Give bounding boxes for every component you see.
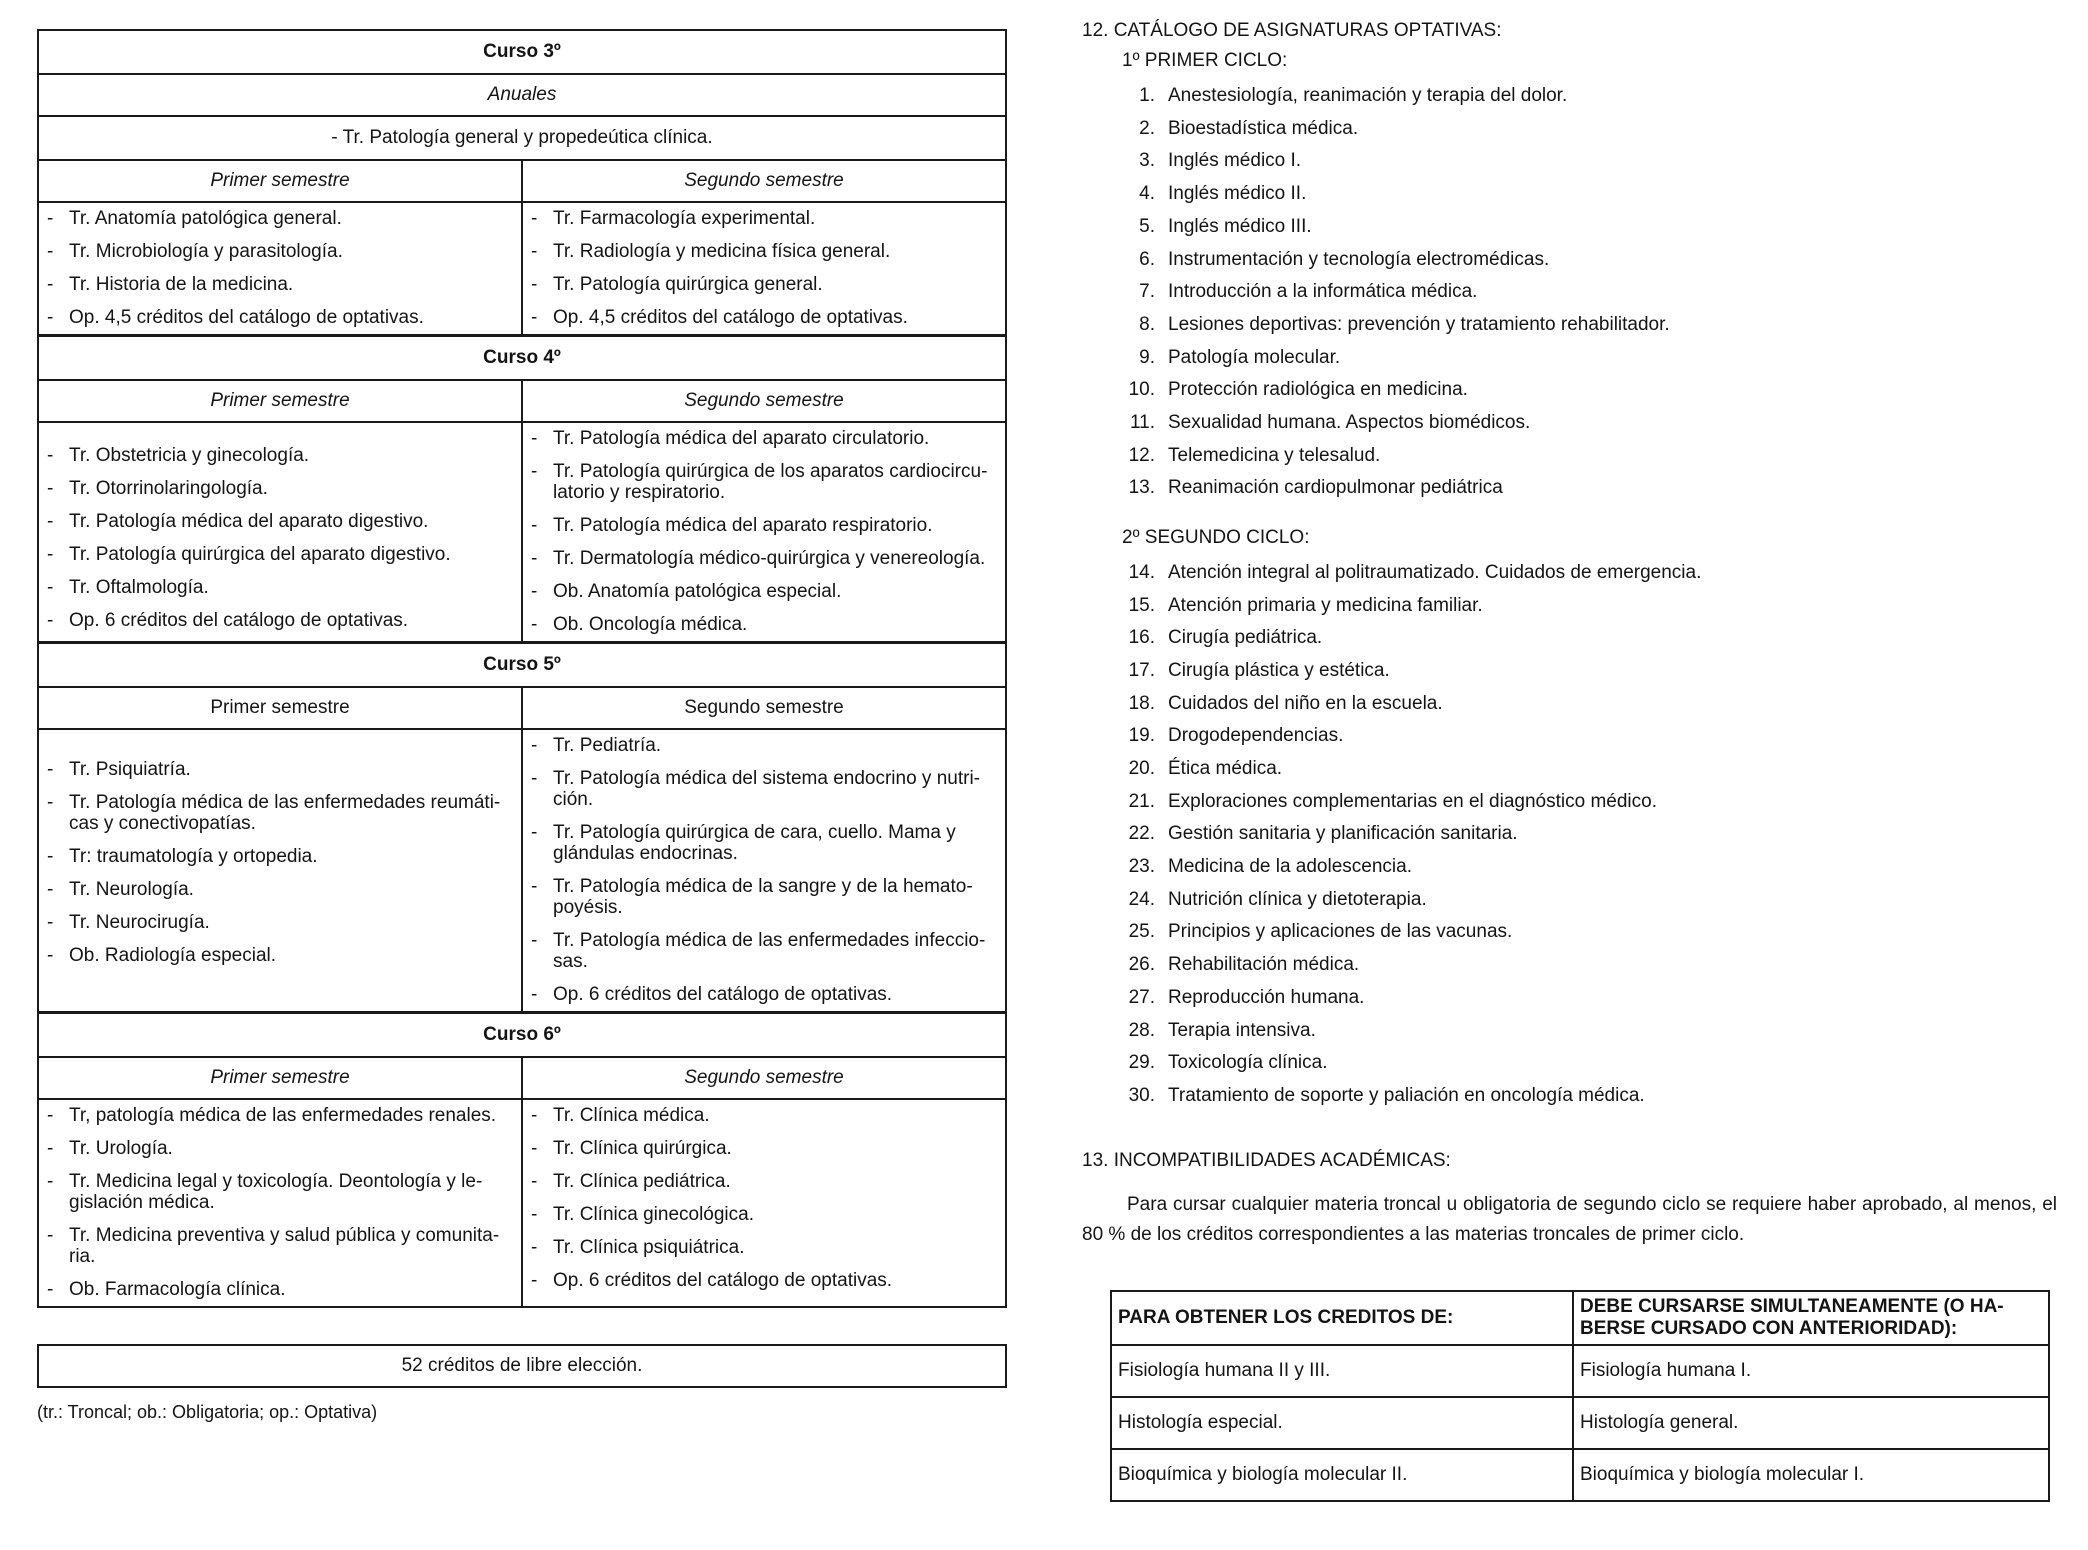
first-cycle-list	[1082, 80, 2057, 505]
optional-course-item: 22. Gestión sanitaria y planificación sanitaria.	[1128, 823, 1518, 845]
subject-item: - Tr. Patología médica del sistema endocrino y nutri-ción.	[531, 768, 999, 810]
optional-course-item: 24. Nutrición clínica y dietoterapia.	[1128, 888, 1427, 910]
incompatibilities-table	[1110, 1290, 2050, 1502]
annual-item: - Tr. Patología general y propedeútica clínica.	[38, 116, 1006, 160]
annual-label: Anuales	[38, 74, 1006, 116]
subject-item: - Tr. Clínica psiquiátrica.	[531, 1237, 999, 1258]
abbreviation-legend: (tr.: Troncal; ob.: Obligatoria; op.: Optativa)	[37, 1402, 378, 1422]
subject-item: - Tr. Radiología y medicina física general.	[531, 241, 999, 262]
subject-item: - Tr. Dermatología médico-quirúrgica y venereología.	[531, 548, 999, 569]
optional-course-item: 20. Ética médica.	[1128, 758, 1283, 780]
subject-item: - Tr. Farmacología experimental.	[531, 208, 999, 229]
free-choice-credits-box: 52 créditos de libre elección.	[37, 1344, 1007, 1388]
optional-course-item: 6. Instrumentación y tecnología electromédicas.	[1139, 248, 1550, 270]
course-4-second-semester	[522, 422, 1006, 643]
course-5-first-semester	[38, 729, 522, 1013]
table-cell: Histología general.	[1573, 1397, 2049, 1449]
subject-item: - Tr. Microbiología y parasitología.	[47, 241, 515, 262]
subject-item: - Tr: traumatología y ortopedia.	[47, 846, 515, 867]
subject-item: - Tr. Patología médica de la sangre y de la hemato-poyésis.	[531, 876, 999, 918]
subject-item: - Tr. Neurología.	[47, 879, 515, 900]
table-row	[1111, 1345, 2049, 1397]
optional-course-item: 4. Inglés médico II.	[1139, 183, 1307, 205]
optional-course-item: 12. Telemedicina y telesalud.	[1128, 444, 1381, 466]
optional-course-item: 18. Cuidados del niño en la escuela.	[1128, 692, 1443, 714]
subject-item: - Tr. Medicina preventiva y salud pública y comunita-ria.	[47, 1225, 515, 1267]
second-semester-label: Segundo semestre	[522, 160, 1006, 202]
subject-item: - Tr. Urología.	[47, 1138, 515, 1159]
subject-item: - Tr. Medicina legal y toxicología. Deontología y le-gislación médica.	[47, 1171, 515, 1213]
subject-item: - Op. 6 créditos del catálogo de optativas.	[531, 1270, 999, 1291]
second-semester-label: Segundo semestre	[522, 687, 1006, 729]
course-5-title: Curso 5º	[38, 643, 1006, 688]
subject-item: - Tr, patología médica de las enfermedades renales.	[47, 1105, 515, 1126]
incompatibilities-paragraph: Para cursar cualquier materia troncal u obligatoria de segundo ciclo se requiere haber aprobado, al menos, el 80 % de los créditos correspondientes a las materias troncales de primer ciclo.	[1082, 1194, 2057, 1245]
first-semester-label: Primer semestre	[38, 687, 522, 729]
table-cell: Fisiología humana I.	[1573, 1345, 2049, 1397]
second-semester-label: Segundo semestre	[522, 1057, 1006, 1099]
table-header: PARA OBTENER LOS CREDITOS DE:	[1111, 1291, 1573, 1345]
subject-item: - Tr. Oftalmología.	[47, 577, 515, 598]
subject-item: - Tr. Historia de la medicina.	[47, 274, 515, 295]
optional-course-item: 21. Exploraciones complementarias en el diagnóstico médico.	[1128, 790, 1657, 812]
optional-course-item: 7. Introducción a la informática médica.	[1139, 281, 1478, 303]
subject-item: - Tr. Obstetricia y ginecología.	[47, 445, 515, 466]
first-semester-label: Primer semestre	[38, 160, 522, 202]
optional-course-item: 2. Bioestadística médica.	[1139, 117, 1359, 139]
table-cell: Bioquímica y biología molecular II.	[1111, 1449, 1573, 1501]
course-3-second-semester	[522, 202, 1006, 336]
optional-course-item: 14. Atención integral al politraumatizado. Cuidados de emergencia.	[1128, 561, 1702, 583]
second-cycle-title: 2º SEGUNDO CICLO:	[1122, 526, 1310, 548]
table-row	[1111, 1449, 2049, 1501]
optional-course-item: 11. Sexualidad humana. Aspectos biomédicos.	[1129, 411, 1531, 433]
subject-item: - Tr. Clínica pediátrica.	[531, 1171, 999, 1192]
subject-item: - Tr. Psiquiatría.	[47, 759, 515, 780]
first-semester-label: Primer semestre	[38, 1057, 522, 1099]
optional-course-item: 3. Inglés médico I.	[1139, 150, 1302, 172]
first-semester-label: Primer semestre	[38, 380, 522, 422]
table-row	[1111, 1397, 2049, 1449]
optional-course-item: 29. Toxicología clínica.	[1128, 1052, 1328, 1074]
optional-course-item: 13. Reanimación cardiopulmonar pediátrica	[1128, 477, 1503, 499]
optional-course-item: 17. Cirugía plástica y estética.	[1128, 659, 1390, 681]
subject-item: - Tr. Patología quirúrgica general.	[531, 274, 999, 295]
study-plan-section	[37, 29, 1007, 1423]
subject-item: - Ob. Anatomía patológica especial.	[531, 581, 999, 602]
study-plan-table	[37, 29, 1007, 1308]
optional-course-item: 19. Drogodependencias.	[1128, 725, 1344, 747]
optional-course-item: 25. Principios y aplicaciones de las vacunas.	[1128, 921, 1513, 943]
subject-item: - Ob. Oncología médica.	[531, 614, 999, 635]
first-cycle-title: 1º PRIMER CICLO:	[1122, 49, 1288, 71]
optional-course-item: 26. Rehabilitación médica.	[1128, 954, 1360, 976]
table-cell: Histología especial.	[1111, 1397, 1573, 1449]
subject-item: - Tr. Clínica ginecológica.	[531, 1204, 999, 1225]
subject-item: - Tr. Patología médica del aparato respiratorio.	[531, 515, 999, 536]
catalog-section-title: 12. CATÁLOGO DE ASIGNATURAS OPTATIVAS:	[1082, 20, 1502, 41]
subject-item: - Op. 4,5 créditos del catálogo de optativas.	[47, 307, 515, 328]
subject-item: - Tr. Neurocirugía.	[47, 912, 515, 933]
optional-course-item: 15. Atención primaria y medicina familiar.	[1128, 594, 1483, 616]
course-4-first-semester	[38, 422, 522, 643]
course-4-title: Curso 4º	[38, 336, 1006, 381]
table-cell: Fisiología humana II y III.	[1111, 1345, 1573, 1397]
subject-item: - Tr. Patología quirúrgica de los aparatos cardiocircu-latorio y respiratorio.	[531, 461, 999, 503]
course-3-first-semester	[38, 202, 522, 336]
optional-course-item: 9. Patología molecular.	[1139, 346, 1341, 368]
subject-item: - Tr. Anatomía patológica general.	[47, 208, 515, 229]
optional-course-item: 16. Cirugía pediátrica.	[1128, 627, 1323, 649]
second-cycle-list	[1082, 556, 2057, 1112]
subject-item: - Tr. Patología médica del aparato circulatorio.	[531, 428, 999, 449]
subject-item: - Ob. Farmacología clínica.	[47, 1279, 515, 1300]
optional-course-item: 10. Protección radiológica en medicina.	[1128, 379, 1468, 401]
subject-item: - Tr. Patología médica de las enfermedades reumáti-cas y conectivopatías.	[47, 792, 515, 834]
table-header: DEBE CURSARSE SIMULTANEAMENTE (O HA-BERSE CURSADO CON ANTERIORIDAD):	[1573, 1291, 2049, 1345]
subject-item: - Tr. Otorrinolaringología.	[47, 478, 515, 499]
second-semester-label: Segundo semestre	[522, 380, 1006, 422]
subject-item: - Op. 4,5 créditos del catálogo de optativas.	[531, 307, 999, 328]
subject-item: - Tr. Patología médica del aparato digestivo.	[47, 511, 515, 532]
subject-item: - Tr. Clínica quirúrgica.	[531, 1138, 999, 1159]
subject-item: - Tr. Patología médica de las enfermedades infeccio-sas.	[531, 930, 999, 972]
course-5-second-semester	[522, 729, 1006, 1013]
subject-item: - Tr. Clínica médica.	[531, 1105, 999, 1126]
course-6-second-semester	[522, 1099, 1006, 1307]
incompatibilities-section	[1082, 1150, 2057, 1502]
subject-item: - Ob. Radiología especial.	[47, 945, 515, 966]
table-cell: Bioquímica y biología molecular I.	[1573, 1449, 2049, 1501]
course-6-first-semester	[38, 1099, 522, 1307]
optional-course-item: 30. Tratamiento de soporte y paliación en oncología médica.	[1128, 1084, 1645, 1106]
subject-item: - Tr. Pediatría.	[531, 735, 999, 756]
subject-item: - Op. 6 créditos del catálogo de optativas.	[47, 610, 515, 631]
optional-course-item: 1. Anestesiología, reanimación y terapia del dolor.	[1139, 85, 1568, 107]
course-3-title: Curso 3º	[38, 30, 1006, 74]
subject-item: - Tr. Patología quirúrgica del aparato digestivo.	[47, 544, 515, 565]
subject-item: - Op. 6 créditos del catálogo de optativas.	[531, 984, 999, 1005]
optional-course-item: 23. Medicina de la adolescencia.	[1128, 856, 1412, 878]
optional-course-item: 8. Lesiones deportivas: prevención y tratamiento rehabilitador.	[1139, 313, 1670, 335]
incompatibilities-title: 13. INCOMPATIBILIDADES ACADÉMICAS:	[1082, 1150, 1451, 1172]
optional-course-item: 5. Inglés médico III.	[1139, 215, 1312, 237]
right-column	[1082, 20, 2057, 1502]
optional-course-item: 28. Terapia intensiva.	[1128, 1019, 1316, 1041]
subject-item: - Tr. Patología quirúrgica de cara, cuello. Mama y glándulas endocrinas.	[531, 822, 999, 864]
course-6-title: Curso 6º	[38, 1013, 1006, 1058]
optional-course-item: 27. Reproducción humana.	[1128, 986, 1365, 1008]
